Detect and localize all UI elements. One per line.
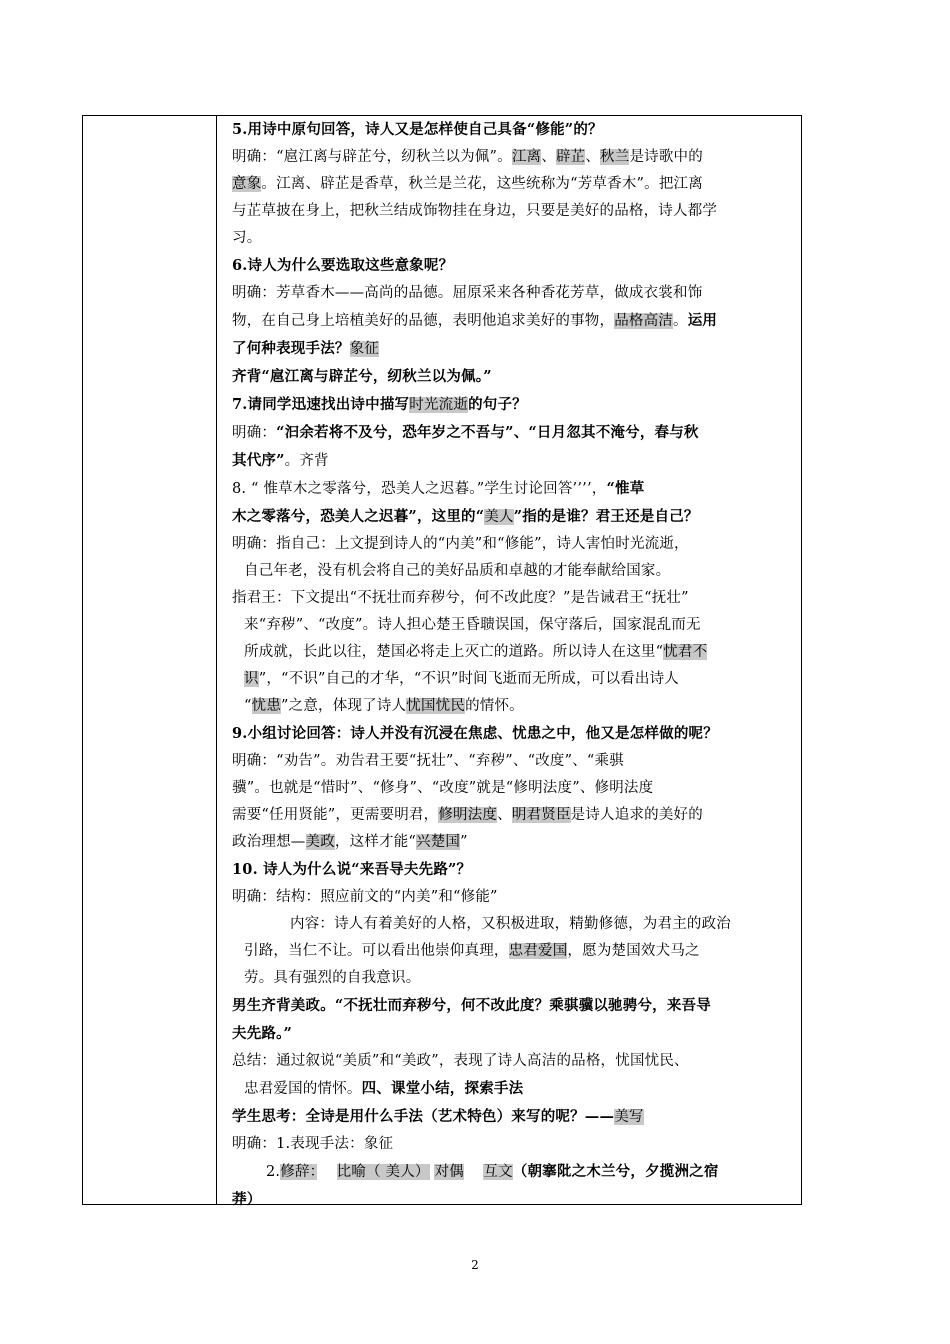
text-line [232, 1131, 791, 1158]
text-segment: 7.请同学迅速找出诗中描写 [232, 396, 410, 413]
text-line [232, 775, 791, 802]
text-line [232, 829, 791, 856]
text-line [232, 693, 791, 720]
highlighted-term: 对偶 [434, 1164, 464, 1180]
text-line [232, 1186, 791, 1214]
text-segment: （朝搴阰之木兰兮，夕揽洲之宿 [512, 1163, 719, 1180]
text-line [232, 225, 791, 252]
highlighted-term: 品格高洁 [614, 313, 674, 329]
text-line [232, 144, 791, 171]
text-segment: 。江离、辟芷是香草，秋兰是兰花，这些统称为“芳草香木”。把江离 [261, 176, 703, 192]
text-segment: ” [460, 834, 468, 850]
text-line [232, 335, 791, 363]
highlighted-term: 美人 [484, 509, 514, 525]
text-line [232, 992, 791, 1020]
text-segment: 四、课堂小结，探索手法 [361, 1080, 524, 1097]
text-segment: 明确：结构：照应前文的“内美”和“修能” [232, 889, 498, 905]
text-segment: 明确：1.表现手法：象征 [232, 1136, 394, 1152]
text-segment: 、 [541, 149, 556, 165]
text-segment: 与芷草披在身上，把秋兰结成饰物挂在身边，只要是美好的品格，诗人都学 [232, 203, 718, 219]
text-line [232, 503, 791, 531]
text-line [232, 171, 791, 198]
text-line [232, 884, 791, 911]
highlighted-term: 忧国忧民 [406, 698, 466, 714]
text-line [232, 1020, 791, 1048]
text-segment: 明确：“劝告”。劝告君王要“抚壮”、“弃秽”、“改度”、“乘骐 [232, 753, 624, 769]
text-segment: 忠君爱国的情怀。 [244, 1081, 362, 1097]
text-segment: 政治理想— [232, 834, 306, 850]
text-line [232, 1103, 791, 1131]
text-segment: ”，“不识”自己的才华，“不识”时间飞逝而无所成，可以看出诗人 [258, 671, 679, 687]
text-segment: 木之零落兮，恐美人之迟暮”，这里的“ [232, 508, 485, 525]
text-line [232, 1158, 791, 1186]
text-segment: 明确：芳草香木——高尚的品德。屈原采来各种香花芳草，做成衣裳和饰 [232, 285, 703, 301]
text-line [232, 1048, 791, 1075]
highlighted-term: 辟芷 [555, 149, 586, 165]
highlighted-term: 兴楚国 [416, 834, 461, 850]
text-segment: 指君王：下文提出“不抚壮而弃秽兮，何不改此度？”是告诫君王“抚壮” [232, 590, 689, 606]
text-line [232, 475, 791, 503]
text-line [232, 198, 791, 225]
highlighted-term: 识 [244, 671, 259, 687]
highlighted-term: 忠君爱国 [508, 943, 568, 959]
text-segment: 5.用诗中原句回答，诗人又是怎样使自己具备“修能”的？ [232, 121, 603, 138]
text-segment: ，这样才能“ [334, 834, 417, 850]
text-line [232, 447, 791, 475]
text-line [232, 116, 791, 144]
text-segment: 2. [266, 1164, 281, 1180]
text-line [232, 585, 791, 612]
highlighted-term: 江离 [511, 149, 542, 165]
text-segment: 引路，当仁不让。可以看出他崇仰真理， [244, 943, 509, 959]
text-line [232, 856, 791, 884]
text-segment: 的句子？ [468, 396, 527, 413]
text-line [232, 531, 791, 558]
text-segment: 8. “ 惟草木之零落兮，恐美人之迟暮。”学生讨论回答’’’’， [232, 481, 607, 497]
text-segment: 。 [673, 313, 688, 329]
text-segment: 学生思考：全诗是用什么手法（艺术特色）来写的呢？—— [232, 1108, 615, 1125]
text-segment: ，愿为楚国效犬马之 [567, 943, 700, 959]
text-segment [464, 1164, 484, 1180]
highlighted-term: 美政 [305, 834, 335, 850]
highlighted-term: 明君贤臣 [511, 807, 571, 823]
highlighted-term: 美写 [614, 1109, 644, 1125]
text-line [232, 612, 791, 639]
text-segment: 莽） [232, 1191, 262, 1208]
text-segment: “ [244, 698, 252, 714]
text-segment: 的情怀。 [465, 698, 524, 714]
text-segment [317, 1164, 337, 1180]
text-segment: 需要“任用贤能”，更需要明君， [232, 807, 439, 823]
text-line [232, 911, 791, 938]
text-line [232, 802, 791, 829]
text-segment: 6.诗人为什么要选取这些意象呢？ [232, 257, 454, 274]
text-segment: 运用 [687, 312, 718, 329]
text-line [232, 938, 791, 965]
highlighted-term: 意象 [232, 176, 262, 192]
text-segment: 男生齐背美政。“不抚壮而弃秽兮，何不改此度？乘骐骥以驰骋兮，来吾导 [232, 997, 711, 1014]
text-line [232, 363, 791, 391]
text-line [232, 391, 791, 419]
text-segment: 内容：诗人有着美好的人格，又积极进取，精勤修德，为君主的政治 [290, 916, 731, 932]
highlighted-term: 秋兰 [600, 149, 630, 165]
text-segment: 、 [585, 149, 601, 165]
highlighted-term: 比喻（ 美人） [336, 1164, 430, 1180]
text-segment: 9.小组讨论回答：诗人并没有沉浸在焦虑、忧患之中，他又是怎样做的呢？ [232, 725, 718, 742]
highlighted-term: 忧患 [251, 698, 282, 714]
text-segment: 来“弃秽”、“改度”。诗人担心楚王昏聩误国，保守落后，国家混乱而无 [244, 617, 701, 633]
text-segment: 物，在自己身上培植美好的品德，表明他追求美好的事物， [232, 313, 615, 329]
text-segment: ”之意，体现了诗人 [281, 698, 407, 714]
text-line [232, 252, 791, 280]
text-line [232, 965, 791, 992]
text-segment: 10. 诗人为什么说“来吾导夫先路”？ [232, 861, 472, 878]
highlighted-term: 互文 [483, 1164, 513, 1180]
text-segment: 自己年老，没有机会将自己的美好品质和卓越的才能奉献给国家。 [244, 563, 671, 579]
text-segment: ”指的是谁？君王还是自己？ [513, 508, 699, 525]
text-segment: 明确：“扈江离与辟芷兮，纫秋兰以为佩”。 [232, 149, 512, 165]
text-segment: 总结：通过叙说“美质”和“美政”，表现了诗人高洁的品格，忧国忧民、 [232, 1053, 689, 1069]
text-line [232, 419, 791, 447]
text-segment: 习。 [232, 230, 262, 246]
highlighted-term: 修辞： [280, 1164, 318, 1180]
lesson-table [82, 115, 802, 1208]
text-segment: 是诗人追求的美好的 [570, 807, 703, 823]
text-segment: “汩余若将不及兮，恐年岁之不吾与”、“日月忽其不淹兮，春与秋 [276, 424, 699, 441]
highlighted-term: 时光流逝 [409, 397, 469, 413]
text-line [232, 666, 791, 693]
highlighted-term: 象征 [349, 341, 380, 357]
text-line [232, 1075, 791, 1103]
table-left-cell [83, 116, 217, 1204]
highlighted-term: 修明法度 [438, 807, 498, 823]
text-segment: 所成就，长此以往，楚国必将走上灭亡的道路。所以诗人在这里“ [244, 644, 664, 660]
text-segment: 明确：指自己：上文提到诗人的“内美”和“修能”，诗人害怕时光流逝， [232, 536, 689, 552]
text-segment: 了何种表现手法？ [232, 340, 350, 357]
text-segment: 骥”。也就是“惜时”、“修身”、“改度”就是“修明法度”、修明法度 [232, 780, 654, 796]
text-line [232, 280, 791, 307]
text-line [232, 639, 791, 666]
page-number: 2 [471, 1258, 479, 1272]
text-segment: 齐背“扈江离与辟芷兮，纫秋兰以为佩。” [232, 368, 492, 385]
text-segment: 是诗歌中的 [629, 149, 703, 165]
text-segment: 其代序” [232, 452, 285, 469]
text-segment: 夫先路。” [232, 1025, 293, 1042]
text-line [232, 307, 791, 335]
text-line [232, 720, 791, 748]
text-line [232, 558, 791, 585]
text-segment: “惟草 [606, 480, 645, 497]
lesson-content-cell [218, 116, 801, 1208]
text-segment: 。齐背 [284, 453, 329, 469]
text-line [232, 748, 791, 775]
text-segment: 明确： [232, 425, 277, 441]
text-segment: 劳。具有强烈的自我意识。 [244, 970, 421, 986]
text-segment: 、 [497, 807, 512, 823]
highlighted-term: 忧君不 [663, 644, 708, 660]
